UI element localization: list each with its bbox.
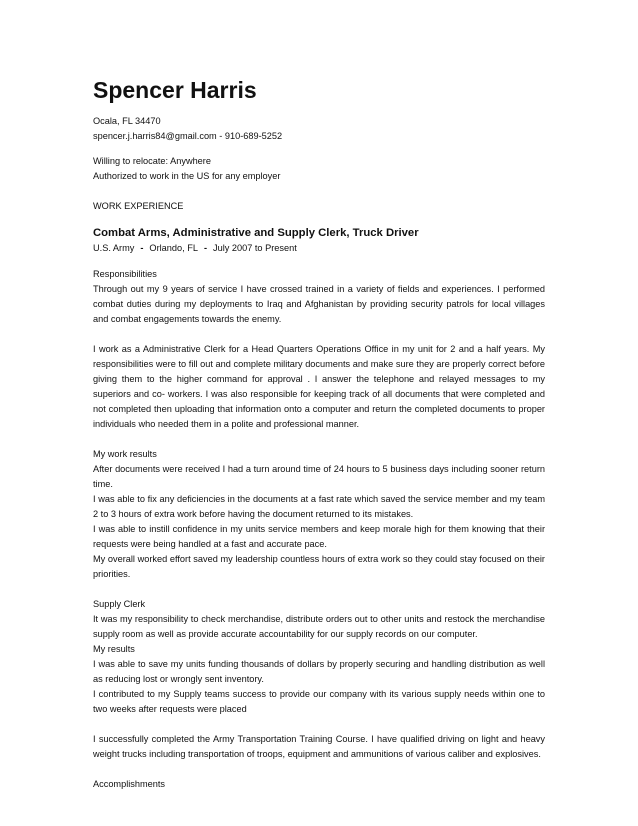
result-item: I was able to instill confidence in my units service members and keep morale high for them knowing that their requests were being handled at a fast and accurate pace.	[93, 524, 545, 549]
result-item: I was able to save my units funding thousands of dollars by properly securing and handling distribution as well as reducing lost or wrongly sent inventory.	[93, 659, 545, 684]
paragraph: Through out my 9 years of service I have crossed trained in a variety of fields and experiences. I performed combat duties during my deployments to Iraq and Afghanistan by providing security patrols for local villages and combat engagements towards the enemy.	[93, 284, 545, 324]
accomplishments-label: Accomplishments	[93, 779, 165, 789]
responsibilities-label: Responsibilities	[93, 269, 157, 279]
result-item: My overall worked effort saved my leadership countless hours of extra work so they could stay focused on their priorities.	[93, 554, 545, 579]
candidate-name: Spencer Harris	[93, 77, 257, 103]
paragraph: I successfully completed the Army Transportation Training Course. I have qualified driving on light and heavy weight trucks including transportation of troops, equipment and ammunitions of various caliber and explosives.	[93, 734, 545, 759]
separator: -	[140, 243, 144, 253]
work-experience-heading: WORK EXPERIENCE	[93, 201, 184, 211]
results-label: My work results	[93, 449, 157, 459]
result-item: After documents were received I had a turn around time of 24 hours to 5 business days including sooner return time.	[93, 464, 545, 489]
job-dates: July 2007 to Present	[213, 243, 297, 253]
supply-results-label: My results	[93, 644, 135, 654]
contact-info: spencer.j.harris84@gmail.com - 910-689-5252	[93, 131, 283, 141]
location: Ocala, FL 34470	[93, 116, 161, 126]
relocate-note: Willing to relocate: Anywhere	[93, 156, 211, 166]
employer: U.S. Army	[93, 243, 135, 253]
paragraph: I work as a Administrative Clerk for a Head Quarters Operations Office in my unit for 2 and a half years. My responsibilities were to fill out and complete military documents and make sure they are properly correct before giving them to the higher command for approval . I answer the telephone and relayed messages to my superiors and co- workers. I was also responsible for keeping track of all documents that were completed and not completed then uploading that information onto a computer and return the completed documents to proper individuals who needed them in a polite and professional manner.	[93, 344, 545, 429]
paragraph: It was my responsibility to check merchandise, distribute orders out to other units and restock the merchandise supply room as well as provide accurate accountability for our supply records on our computer.	[93, 614, 545, 639]
supply-label: Supply Clerk	[93, 599, 146, 609]
result-item: I contributed to my Supply teams success to provide our company with its various supply needs within one to two weeks after requests were placed	[93, 689, 545, 714]
job-title: Combat Arms, Administrative and Supply Clerk, Truck Driver	[93, 227, 419, 239]
work-authorization: Authorized to work in the US for any employer	[93, 171, 281, 181]
result-item: I was able to fix any deficiencies in the documents at a fast rate which saved the service member and my team 2 to 3 hours of extra work before having the document returned to its mistakes.	[93, 494, 545, 519]
job-meta	[93, 241, 545, 255]
separator: -	[203, 243, 207, 253]
job-location: Orlando, FL	[149, 243, 198, 253]
